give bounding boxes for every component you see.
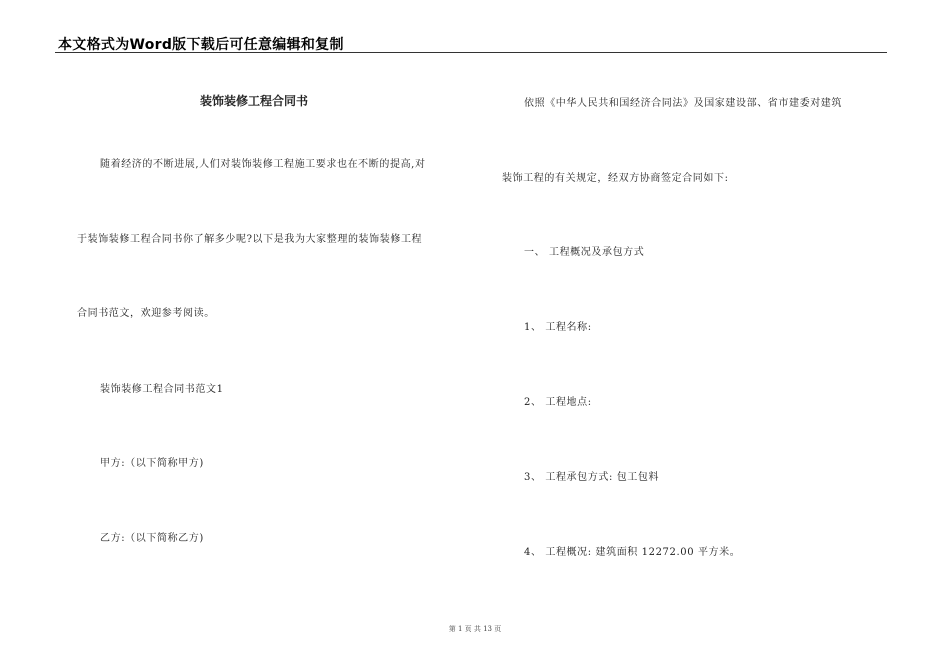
clause-project-name: 1、 工程名称:	[524, 322, 592, 333]
right-paragraph-line-2: 装饰工程的有关规定，经双方协商签定合同如下:	[502, 173, 729, 184]
party-a-line: 甲方:（以下简称甲方)	[100, 458, 204, 469]
left-paragraph-line-2: 于装饰装修工程合同书你了解多少呢?以下是我为大家整理的装饰装修工程	[77, 234, 423, 245]
document-title: 装饰装修工程合同书	[200, 94, 309, 108]
clause-project-summary: 4、 工程概况: 建筑面积 12272.00 平方米。	[524, 547, 741, 558]
right-paragraph-line-1: 依照《中华人民共和国经济合同法》及国家建设部、省市建委对建筑	[524, 98, 842, 109]
left-paragraph-line-3: 合同书范文，欢迎参考阅读。	[77, 308, 215, 319]
party-b-line: 乙方:（以下简称乙方)	[100, 533, 204, 544]
left-paragraph-line-1: 随着经济的不断进展,人们对装饰装修工程施工要求也在不断的提高,对	[100, 159, 426, 170]
document-header-note: 本文格式为Word版下载后可任意编辑和复制	[58, 37, 344, 53]
header-divider	[55, 52, 887, 53]
clause-contract-method: 3、 工程承包方式: 包工包料	[524, 472, 660, 483]
clause-project-location: 2、 工程地点:	[524, 397, 592, 408]
section-heading-sample-1: 装饰装修工程合同书范文1	[100, 384, 224, 395]
page-number-footer: 第 1 页 共 13 页	[448, 625, 502, 633]
clause-heading-project-overview: 一、 工程概况及承包方式	[524, 247, 645, 258]
